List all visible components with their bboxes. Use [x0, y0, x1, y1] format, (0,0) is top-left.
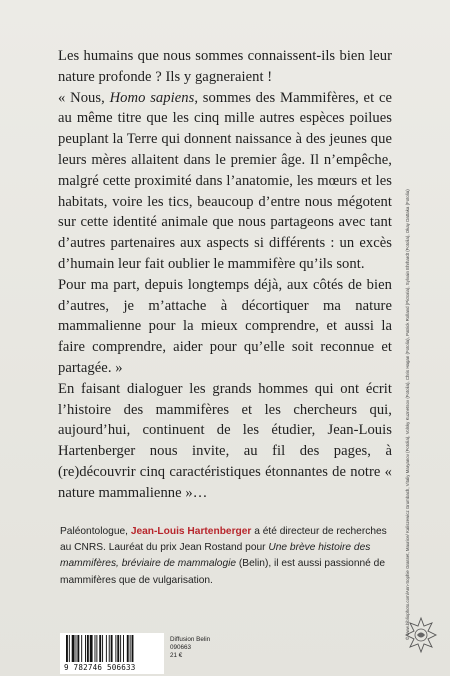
barcode-bar	[85, 635, 86, 662]
photo-credits: © www.bibliophoto.com/Ann-Sophie Grasset, Maurice/ Kaliszewicz Grumbach, Vitaliy Maryanov (Fotolia), Volsky Kuznetsov (Fotolia), Chris Hagan (Fotolia), Patrick Rolland (Pictoria), Sylvain Ehrhardt (Fotolia), Okay Dattaka (Fotolia)	[405, 189, 410, 640]
barcode-bar	[66, 635, 68, 662]
species-name: Homo sapiens	[109, 89, 195, 106]
barcode-bars	[66, 635, 158, 662]
barcode-bar	[123, 635, 124, 662]
barcode-bar	[87, 635, 89, 662]
barcode-bar	[109, 635, 110, 662]
blurb-quote-continued: Pour ma part, depuis longtemps déjà, aux côtés de bien d’autres, je m’attache à décortiquer ma nature mammalienne pour la mieux comprendre, et aussi la faire comprendre, aider pour qu’elle soit reconnue et partagée. »	[58, 276, 392, 376]
barcode-bar	[115, 635, 116, 662]
barcode-bar	[96, 635, 97, 662]
barcode-bar	[127, 635, 129, 662]
barcode-bar	[72, 635, 75, 662]
barcode-bar	[99, 635, 101, 662]
barcode-bar	[117, 635, 119, 662]
barcode-bar	[77, 635, 79, 662]
quote-body: , sommes des Mammifères, et ce au même titre que les cinq mille autres espèces poilues peuplant la Terre qui donnent naissance à des jeunes que leurs mères allaitent dans le premier âge. Il n’empêche, malgré cette proximité dans l’anatomie, les mœurs et les habitats, voire les tics, beaucoup d’entre nous mégotent sur cette identité animale que nous partageons avec tant d’autres partenaires aux aspects si différents : un excès d’humain leur fait oublier le mammifère qu’ils sont.	[58, 89, 392, 272]
bio-text-2: (Belin), il est aussi passionné de mammifères que de vulgarisation.	[60, 558, 386, 586]
barcode-number: 9 782746 506633	[64, 663, 136, 672]
distribution-info	[170, 636, 210, 661]
author-name: Jean-Louis Hartenberger	[130, 526, 252, 537]
author-bio	[60, 524, 396, 589]
distributor: Diffusion Belin	[170, 636, 211, 643]
publisher-logo-icon	[398, 612, 444, 658]
barcode	[60, 633, 164, 674]
barcode-bar	[106, 635, 107, 662]
product-code: 090663	[170, 644, 192, 652]
barcode-bar	[111, 635, 113, 662]
barcode-bar	[120, 635, 121, 662]
quote-open: « Nous,	[58, 89, 110, 106]
blurb-intro: Les humains que nous sommes connaissent-ils bien leur nature profonde ? Ils y gagneraient !	[58, 48, 392, 85]
author-role: Paléontologue,	[60, 526, 131, 537]
book-title: Une brève histoire des mammifères, bréviaire de mammalogie	[60, 542, 371, 570]
blurb-summary: En faisant dialoguer les grands hommes qui ont écrit l’histoire des mammifères et les chercheurs qui, aujourd’hui, continuent de les étudier, Jean-Louis Hartenberger nous invite, au fil des pages, à (re)découvrir cinq caractéristiques étonnantes de notre « nature mammalienne »…	[58, 380, 392, 501]
barcode-bar	[76, 635, 77, 662]
barcode-bar	[102, 635, 103, 662]
back-cover-blurb	[58, 46, 392, 504]
blurb-quote	[58, 88, 392, 275]
barcode-bar	[132, 635, 134, 662]
price: 21 €	[170, 652, 183, 660]
barcode-bar	[95, 635, 96, 662]
bio-text-1: a été directeur de recherches au CNRS. Lauréat du prix Jean Rostand pour	[60, 526, 387, 554]
barcode-bar	[81, 635, 82, 662]
barcode-bar	[130, 635, 131, 662]
barcode-bar	[90, 635, 93, 662]
barcode-bar	[69, 635, 70, 662]
